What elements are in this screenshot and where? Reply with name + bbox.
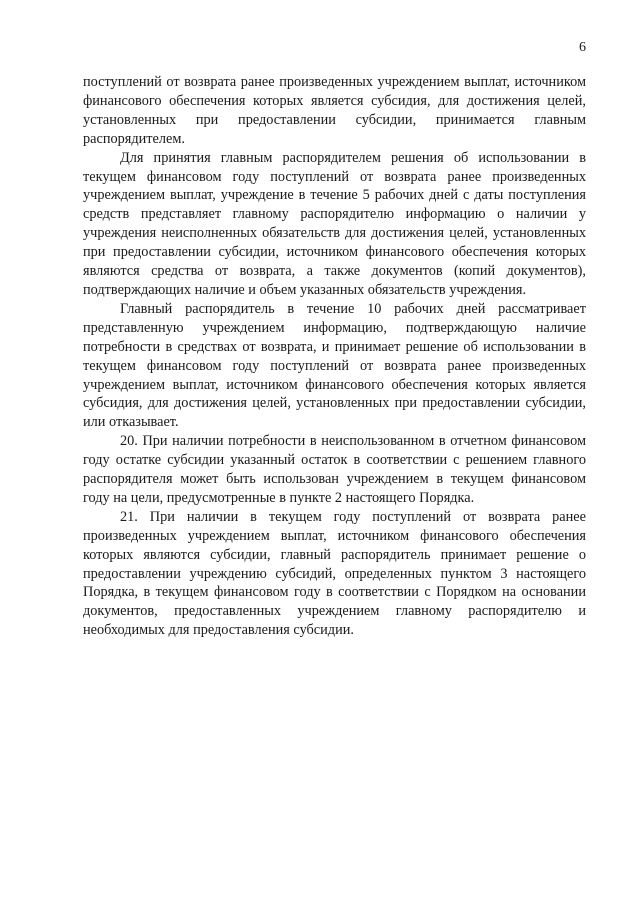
document-body: [83, 73, 586, 640]
paragraph-decision-procedure: Для принятия главным распорядителем решения об использовании в текущем финансовом году поступлений от возврата ранее произведенных учреждением выплат, учреждение в течение 5 рабочих дней с даты поступления средств представляет главному распорядителю информацию о наличии у учреждения неисполненных обязательств для достижения целей, установленных при предоставлении субсидии, источником финансового обеспечения которых являются средства от возврата, а также документов (копий документов), подтверждающих наличие и объем указанных обязательств учреждения.: [83, 149, 586, 298]
paragraph-item-20: 20. При наличии потребности в неиспользованном в отчетном финансовом году остатке субсидии указанный остаток в соответствии с решением главного распорядителя может быть использован учреждением в текущем финансовом году на цели, предусмотренные в пункте 2 настоящего Порядка.: [83, 433, 586, 506]
paragraph-item-21: 21. При наличии в текущем году поступлений от возврата ранее произведенных учреждением выплат, источником финансового обеспечения которых являются субсидии, главный распорядитель принимает решение о предоставлении учреждению субсидий, определенных пунктом 3 настоящего Порядка, в текущем финансовом году в соответствии с Порядком на основании документов, предоставленных учреждением главному распорядителю и необходимых для предоставления субсидии.: [83, 508, 586, 639]
paragraph-review: Главный распорядитель в течение 10 рабочих дней рассматривает представленную учреждением информацию, подтверждающую наличие потребности в средствах от возврата, и принимает решение об использовании в текущем финансовом году поступлений от возврата ранее произведенных учреждением выплат, источником финансового обеспечения которых является субсидия, для достижения целей, установленных при предоставлении субсидии, или отказывает.: [83, 300, 586, 431]
page-number: 6: [579, 40, 586, 55]
paragraph-continuation: поступлений от возврата ранее произведенных учреждением выплат, источником финансового обеспечения которых является субсидия, для достижения целей, установленных при предоставлении субсидии, принимается главным распорядителем.: [83, 74, 586, 147]
